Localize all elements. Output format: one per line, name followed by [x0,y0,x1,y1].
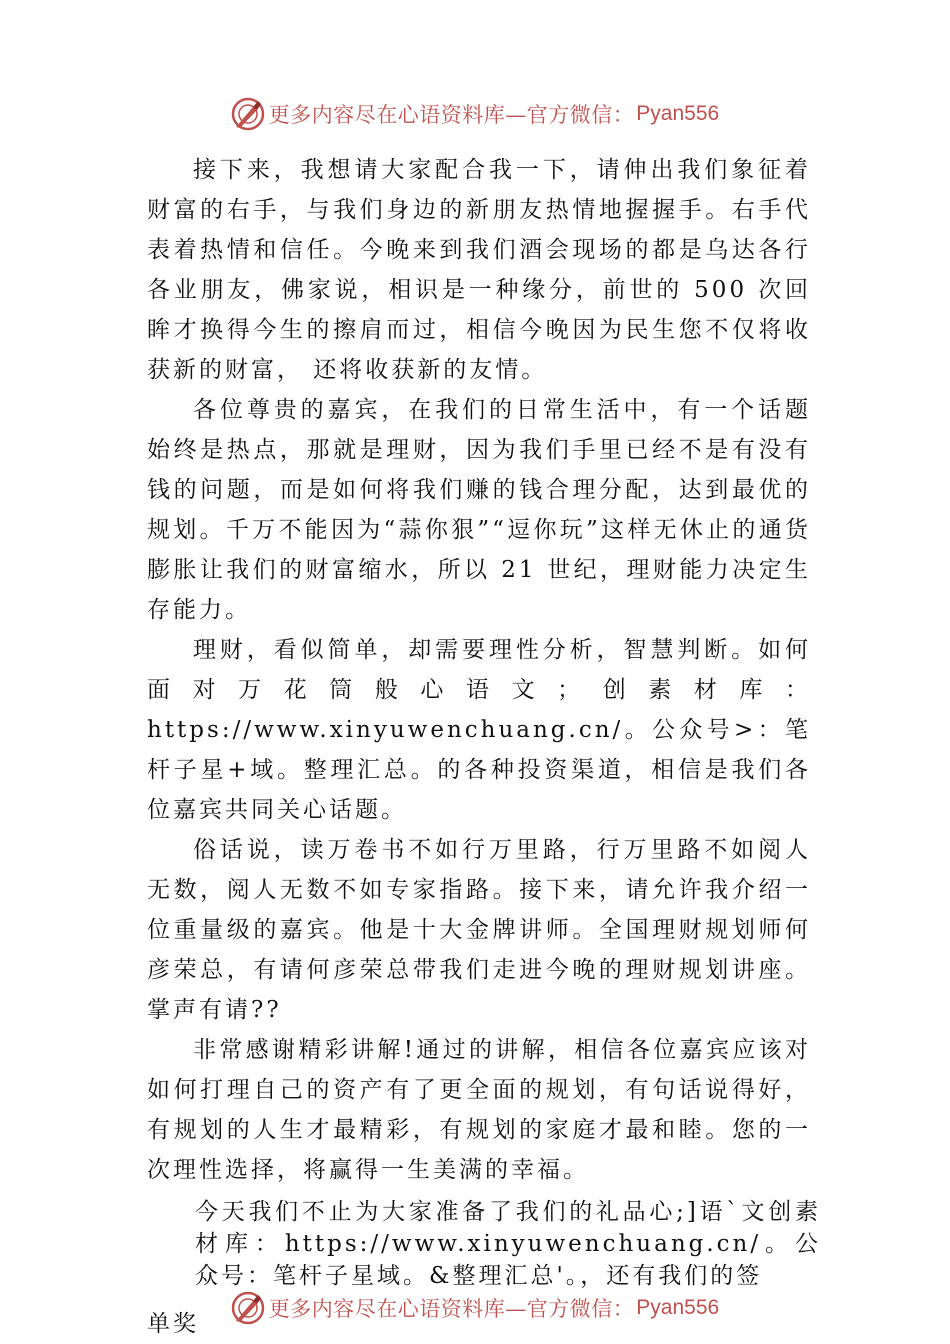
paragraph-6: 今天我们不止为大家准备了我们的礼品心;]语`文创素材库：https://www.xinyuwenchuang.cn/。公众号：笔杆子星域。&整理汇总'。，还有我们的签 [195,1199,821,1289]
paragraph-tail: 单奖 [147,1311,199,1337]
header-wechat-id: Pyan556 [636,102,720,125]
brush-logo-icon [231,97,265,131]
footer-slogan: 更多内容尽在心语资料库—官方微信： [268,1297,635,1321]
paragraph-3: 理财，看似简单，却需要理性分析，智慧判断。如何面对万花筒般心语文；创素材库：https://www.xinyuwenchuang.cn/。公众号>：笔杆子星+域。整理汇总。的各种投资渠道，相信是我们各位嘉宾共同关心话题。 [147,637,811,823]
paragraph-1: 接下来，我想请大家配合我一下，请伸出我们象征着财富的右手，与我们身边的新朋友热情地握握手。右手代表着热情和信任。今晚来到我们酒会现场的都是乌达各行各业朋友，佛家说，相识是一种缘分，前世的 500 次回眸才换得今生的擦肩而过，相信今晚因为民生您不仅将收获新的财富， 还将收获新的友情。 [147,157,811,383]
brush-logo-icon [231,1291,265,1325]
paragraph-4: 俗话说，读万卷书不如行万里路，行万里路不如阅人无数，阅人无数不如专家指路。接下来，请允许我介绍一位重量级的嘉宾。他是十大金牌讲师。全国理财规划师何彦荣总，有请何彦荣总带我们走进今晚的理财规划讲座。掌声有请?? [147,837,811,1023]
footer-banner [0,1288,950,1328]
paragraph-2: 各位尊贵的嘉宾，在我们的日常生活中，有一个话题始终是热点，那就是理财，因为我们手里已经不是有没有钱的问题，而是如何将我们赚的钱合理分配，达到最优的规划。千万不能因为“蒜你狠”“逗你玩”这样无休止的通货膨胀让我们的财富缩水，所以 21 世纪，理财能力决定生存能力。 [147,397,811,623]
header-banner [0,94,950,134]
header-slogan: 更多内容尽在心语资料库—官方微信： [268,103,635,127]
footer-wechat-id: Pyan556 [636,1296,720,1319]
paragraph-5: 非常感谢精彩讲解!通过的讲解，相信各位嘉宾应该对如何打理自己的资产有了更全面的规划，有句话说得好，有规划的人生才最精彩，有规划的家庭才最和睦。您的一次理性选择，将赢得一生美满的幸福。 [147,1037,811,1183]
document-body [147,150,821,1340]
